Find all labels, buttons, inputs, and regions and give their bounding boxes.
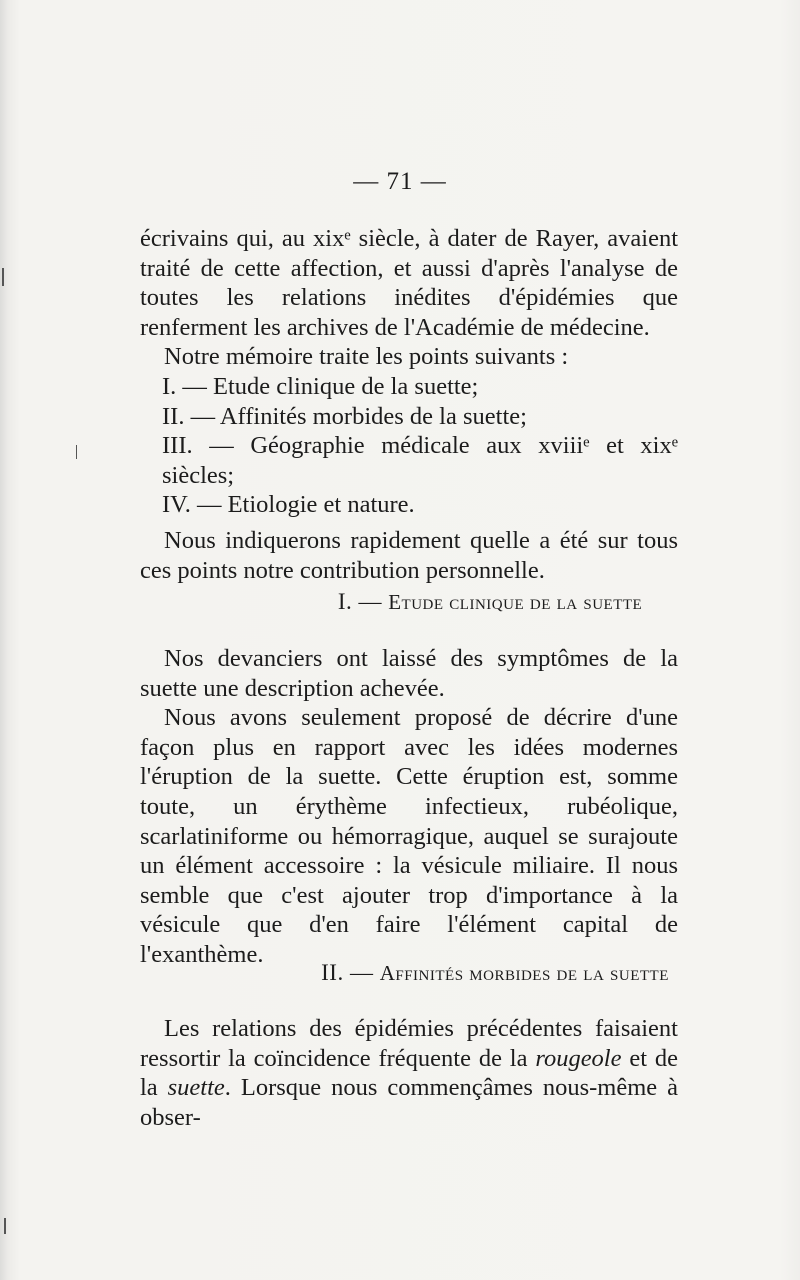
section-title: Affinités morbides de la suette	[379, 961, 669, 985]
italic-term: rougeole	[535, 1044, 622, 1072]
list-item: II. — Affinités morbides de la suette;	[162, 402, 527, 430]
page-edge-mark	[2, 268, 4, 286]
paragraph: Nos devanciers ont laissé des symptômes de la suette une description achevée.	[140, 645, 678, 702]
page-number: — 71 —	[353, 168, 447, 195]
text-run: Les relations des épidémies précédentes faisaient ressortir la coïncidence fréquente de la	[140, 1015, 678, 1072]
paragraph: Nous avons seulement proposé de décrire d'une façon plus en rapport avec les idées modernes l'éruption de la suette. Cette éruption est, somme toute, un érythème infectieux, rubéolique, scarlatiniforme ou hémorragique, auquel se surajoute un élément accessoire : la vésicule miliaire. Il nous semble que c'est ajouter trop d'importance à la vésicule que d'en faire l'élément capital de l'exanthème.	[140, 704, 678, 968]
text-block-section-2	[140, 1014, 678, 1132]
paragraph: Notre mémoire traite les points suivants :	[164, 343, 569, 371]
paragraph: Nous indiquerons rapidement quelle a été sur tous ces points notre contribution personnelle.	[140, 526, 678, 584]
section-heading-1	[90, 589, 800, 615]
paragraph	[140, 1014, 678, 1132]
list-item: IV. — Etiologie et nature.	[162, 491, 415, 519]
list-item: III. — Géographie médicale aux xviiiᵉ et xixᵉ siècles;	[162, 432, 678, 489]
section-number: I. —	[337, 589, 382, 614]
text-run: . Lorsque nous commençâmes nous-même à obser-	[140, 1074, 678, 1131]
page-edge-mark	[4, 1218, 6, 1234]
paragraph: écrivains qui, au xixᵉ siècle, à dater de Rayer, avaient traité de cette affection, et aussi d'après l'analyse de toutes les relations inédites d'épidémies que renferment les archives de l'Académie de médecine.	[140, 225, 678, 341]
section-heading-2	[95, 960, 800, 986]
text-block-intro	[140, 224, 678, 585]
text-run: et de la	[140, 1044, 678, 1102]
text-block-section-1	[140, 644, 678, 970]
italic-term: suette	[167, 1074, 225, 1102]
page-edge-mark	[76, 445, 77, 459]
section-title: Etude clinique de la suette	[388, 590, 643, 614]
list-item: I. — Etude clinique de la suette;	[162, 372, 479, 400]
section-number: II. —	[321, 960, 374, 985]
